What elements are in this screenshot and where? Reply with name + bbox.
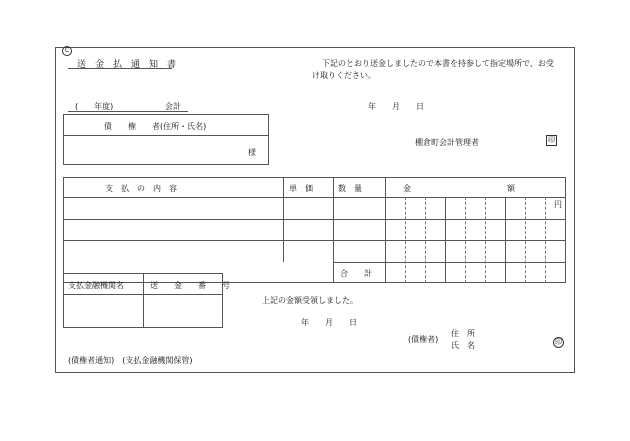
seal-circle: 印 (555, 338, 562, 346)
table-row-line (63, 240, 566, 241)
amount-divider (445, 197, 446, 283)
creditor-label: (債権者) (408, 335, 439, 344)
address-label: 住 所 (451, 329, 475, 338)
notice-line-1: 下記のとおり送金しましたので本書を持参して指定場所で、お受 (322, 59, 554, 68)
sama-label: 様 (248, 148, 256, 157)
name-label: 氏 名 (451, 341, 475, 350)
bank-col-line (143, 273, 144, 328)
amount-divider (425, 197, 426, 283)
amount-divider (545, 197, 546, 283)
receipt-text: 上記の金額受領しました。 (262, 296, 358, 305)
seal-mark: 印 (548, 136, 555, 144)
creditor-header: 債 権 者(住所・氏名) (104, 122, 207, 131)
amount-divider (405, 197, 406, 283)
creditor-divider (63, 135, 269, 136)
total-label: 合 計 (340, 269, 372, 278)
table-col-line (283, 177, 284, 262)
fiscal-underline (68, 111, 188, 112)
date-top: 年 月 日 (368, 102, 424, 111)
col-content-header: 支 払 の 内 容 (105, 184, 177, 193)
table-col-line (385, 177, 386, 283)
table-row-line (63, 197, 566, 198)
footer-note: (債権者通知) (支払金融機関保管) (68, 356, 193, 365)
title-underline (68, 68, 172, 69)
col-unit-price-header: 単 価 (289, 184, 313, 193)
notice-line-2: け取りください。 (312, 71, 376, 80)
form-title: 送金払通知書 (77, 60, 186, 70)
yen-label: 円 (554, 200, 562, 209)
account-label: 会計 (165, 102, 181, 111)
remit-number-label: 送 金 番 号 (150, 281, 230, 290)
circle-mark: C (62, 46, 72, 56)
amount-divider (505, 197, 506, 283)
table-row-line (63, 219, 566, 220)
table-row-line (333, 262, 566, 263)
amount-divider (485, 197, 486, 283)
amount-divider (465, 197, 466, 283)
date-bottom: 年 月 日 (301, 318, 357, 327)
treasurer-label: 棚倉町会計管理者 (415, 138, 479, 147)
amount-divider (525, 197, 526, 283)
fiscal-year: ( 年度) (75, 102, 114, 111)
bank-label: 支払金融機関名 (68, 281, 124, 290)
col-quantity-header: 数 量 (338, 184, 362, 193)
table-col-line (333, 177, 334, 283)
col-amount-header: 金 額 (403, 184, 515, 193)
